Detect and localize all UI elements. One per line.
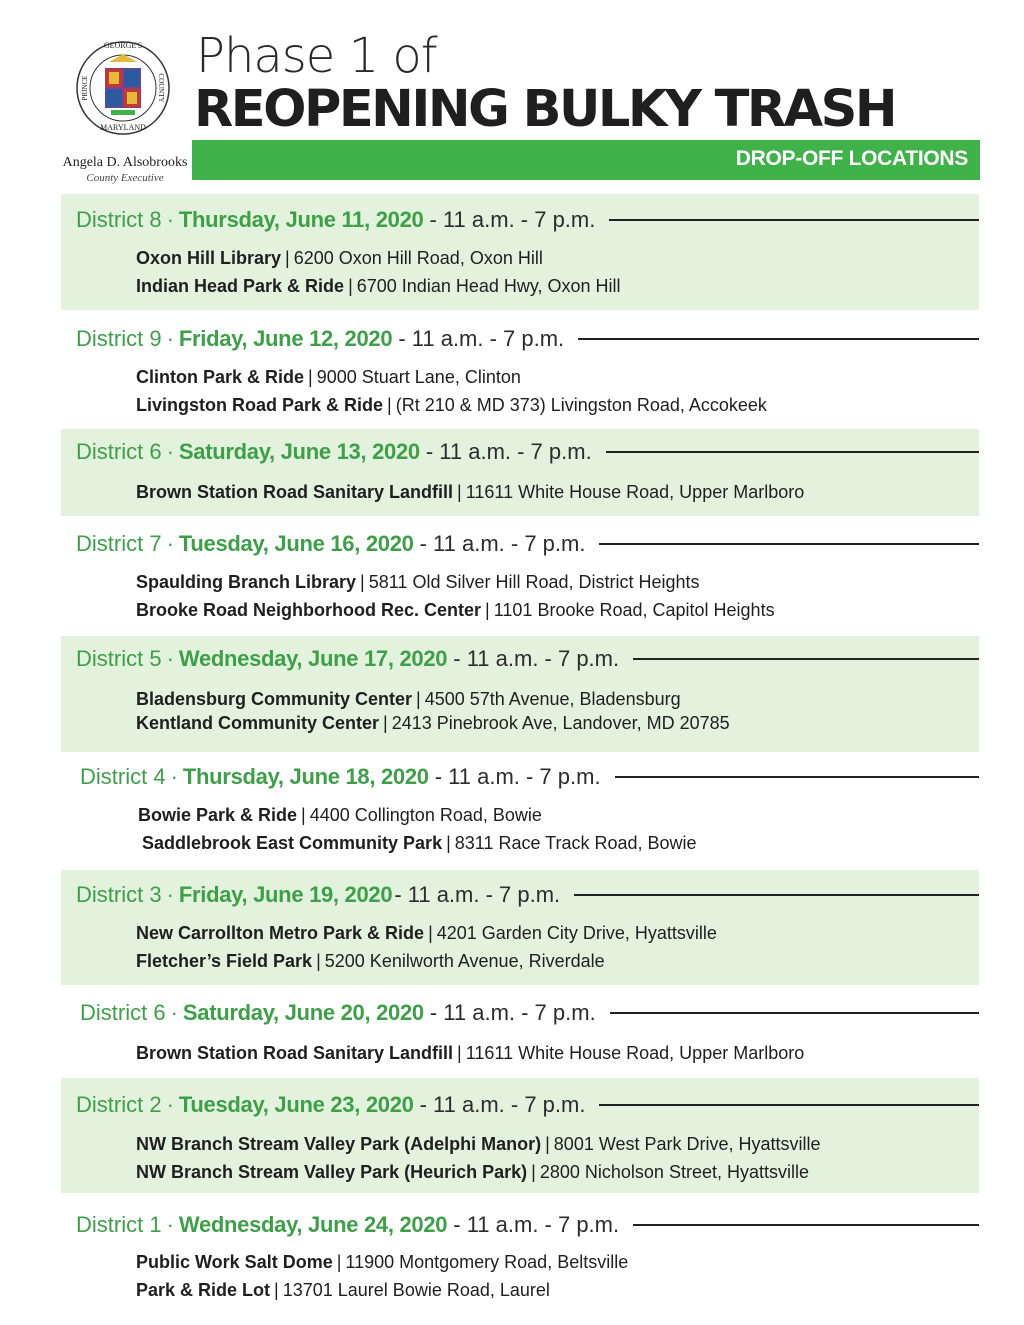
district-block xyxy=(61,1078,979,1193)
location-line: Brown Station Road Sanitary Landfill | 11611 White House Road, Upper Marlboro xyxy=(136,482,805,502)
district-time: - 11 a.m. - 7 p.m. xyxy=(434,764,601,789)
location-address: 6700 Indian Head Hwy, Oxon Hill xyxy=(356,276,621,296)
district-date: Wednesday, June 24, 2020 xyxy=(178,1212,448,1237)
district-time: - 11 a.m. - 7 p.m. xyxy=(398,326,565,351)
location-line: Livingston Road Park & Ride | (Rt 210 & MD 373) Livingston Road, Accokeek xyxy=(136,395,767,415)
executive-title: County Executive xyxy=(86,172,164,184)
location-line: New Carrollton Metro Park & Ride | 4201 Garden City Drive, Hyattsville xyxy=(136,923,717,943)
district-block xyxy=(61,429,979,516)
location-name: NW Branch Stream Valley Park (Heurich Park) xyxy=(136,1162,528,1182)
district-header: District 8 · Thursday, June 11, 2020 - 11 a.m. - 7 p.m. xyxy=(76,204,979,236)
location-name: New Carrollton Metro Park & Ride xyxy=(136,923,425,943)
district-time: - 11 a.m. - 7 p.m. xyxy=(419,1092,586,1117)
location-line: Indian Head Park & Ride | 6700 Indian Head Hwy, Oxon Hill xyxy=(136,276,621,296)
executive-name: Angela D. Alsobrooks xyxy=(62,155,188,170)
location-name: Brown Station Road Sanitary Landfill xyxy=(136,1043,454,1063)
district-time: - 11 a.m. - 7 p.m. xyxy=(394,882,561,907)
location-name: Bladensburg Community Center xyxy=(136,689,413,709)
district-block xyxy=(61,870,979,985)
district-label: District 6 xyxy=(80,1000,166,1025)
district-date: Friday, June 19, 2020 xyxy=(178,882,393,907)
district-block xyxy=(61,194,979,310)
county-seal-logo xyxy=(75,28,171,158)
district-header: District 7 · Tuesday, June 16, 2020 - 11 a.m. - 7 p.m. xyxy=(76,528,979,560)
location-line: NW Branch Stream Valley Park (Adelphi Manor) | 8001 West Park Drive, Hyattsville xyxy=(136,1134,821,1154)
divider-rule xyxy=(606,451,979,453)
location-line: NW Branch Stream Valley Park (Heurich Park) | 2800 Nicholson Street, Hyattsville xyxy=(136,1162,809,1182)
location-name: Fletcher’s Field Park xyxy=(136,951,313,971)
location-address: 8311 Race Track Road, Bowie xyxy=(454,833,697,853)
location-line: Park & Ride Lot | 13701 Laurel Bowie Road, Laurel xyxy=(136,1280,550,1300)
district-time: - 11 a.m. - 7 p.m. xyxy=(453,646,620,671)
location-line: Brown Station Road Sanitary Landfill | 11611 White House Road, Upper Marlboro xyxy=(136,1043,805,1063)
divider-rule xyxy=(609,219,979,221)
location-address: 2413 Pinebrook Ave, Landover, MD 20785 xyxy=(391,713,730,733)
location-address: 5811 Old Silver Hill Road, District Heights xyxy=(368,572,700,592)
district-label: District 3 xyxy=(76,882,162,907)
location-address: 11611 White House Road, Upper Marlboro xyxy=(465,482,805,502)
district-label: District 2 xyxy=(76,1092,162,1117)
district-time: - 11 a.m. - 7 p.m. xyxy=(429,1000,596,1025)
district-time: - 11 a.m. - 7 p.m. xyxy=(425,439,592,464)
district-header: District 6 · Saturday, June 13, 2020 - 11 a.m. - 7 p.m. xyxy=(76,436,979,468)
divider-rule xyxy=(615,776,979,778)
location-line: Brooke Road Neighborhood Rec. Center | 1101 Brooke Road, Capitol Heights xyxy=(136,600,775,620)
divider-rule xyxy=(633,658,979,660)
district-date: Saturday, June 20, 2020 xyxy=(182,1000,424,1025)
location-line: Clinton Park & Ride | 9000 Stuart Lane, Clinton xyxy=(136,367,521,387)
seal-text-top: GEORGE'S xyxy=(103,41,143,50)
district-header: District 1 · Wednesday, June 24, 2020 - 11 a.m. - 7 p.m. xyxy=(76,1209,979,1241)
location-address: 4500 57th Avenue, Bladensburg xyxy=(424,689,681,709)
location-name: Clinton Park & Ride xyxy=(136,367,305,387)
district-header: District 2 · Tuesday, June 23, 2020 - 11 a.m. - 7 p.m. xyxy=(76,1089,979,1121)
location-line: Bowie Park & Ride | 4400 Collington Road, Bowie xyxy=(138,805,542,825)
divider-rule xyxy=(574,894,979,896)
divider-rule xyxy=(599,543,979,545)
location-line: Saddlebrook East Community Park | 8311 Race Track Road, Bowie xyxy=(142,833,697,853)
location-address: 2800 Nicholson Street, Hyattsville xyxy=(539,1162,809,1182)
district-label: District 6 xyxy=(76,439,162,464)
district-block xyxy=(61,755,979,867)
header xyxy=(0,0,1024,190)
location-address: 1101 Brooke Road, Capitol Heights xyxy=(493,600,775,620)
district-label: District 9 xyxy=(76,326,162,351)
location-name: NW Branch Stream Valley Park (Adelphi Manor) xyxy=(136,1134,542,1154)
district-date: Thursday, June 18, 2020 xyxy=(182,764,429,789)
location-name: Indian Head Park & Ride xyxy=(136,276,345,296)
district-date: Friday, June 12, 2020 xyxy=(178,326,393,351)
location-line: Spaulding Branch Library | 5811 Old Silver Hill Road, District Heights xyxy=(136,572,700,592)
location-address: 9000 Stuart Lane, Clinton xyxy=(316,367,521,387)
location-address: 11611 White House Road, Upper Marlboro xyxy=(465,1043,805,1063)
location-name: Kentland Community Center xyxy=(136,713,380,733)
divider-rule xyxy=(633,1224,979,1226)
district-date: Thursday, June 11, 2020 xyxy=(178,207,424,232)
district-label: District 5 xyxy=(76,646,162,671)
district-date: Tuesday, June 23, 2020 xyxy=(178,1092,414,1117)
district-header: District 3 · Friday, June 19, 2020 - 11 a.m. - 7 p.m. xyxy=(76,879,979,911)
location-address: (Rt 210 & MD 373) Livingston Road, Accokeek xyxy=(395,395,767,415)
location-address: 5200 Kenilworth Avenue, Riverdale xyxy=(324,951,605,971)
location-name: Bowie Park & Ride xyxy=(138,805,298,825)
location-address: 11900 Montgomery Road, Beltsville xyxy=(345,1252,629,1272)
district-time: - 11 a.m. - 7 p.m. xyxy=(419,531,586,556)
location-line: Kentland Community Center | 2413 Pinebrook Ave, Landover, MD 20785 xyxy=(136,713,730,733)
location-name: Spaulding Branch Library xyxy=(136,572,357,592)
district-date: Tuesday, June 16, 2020 xyxy=(178,531,414,556)
location-line: Fletcher’s Field Park | 5200 Kenilworth Avenue, Riverdale xyxy=(136,951,605,971)
location-name: Oxon Hill Library xyxy=(136,248,282,268)
location-address: 6200 Oxon Hill Road, Oxon Hill xyxy=(293,248,543,268)
location-address: 8001 West Park Drive, Hyattsville xyxy=(553,1134,821,1154)
district-header: District 4 · Thursday, June 18, 2020 - 11 a.m. - 7 p.m. xyxy=(80,761,979,793)
divider-rule xyxy=(578,338,979,340)
seal-text-bottom: MARYLAND xyxy=(100,123,146,132)
location-line: Bladensburg Community Center | 4500 57th Avenue, Bladensburg xyxy=(136,689,681,709)
district-block xyxy=(61,313,979,426)
district-block xyxy=(61,636,979,752)
district-label: District 7 xyxy=(76,531,162,556)
location-name: Livingston Road Park & Ride xyxy=(136,395,384,415)
district-label: District 4 xyxy=(80,764,166,789)
seal-text-left: PRINCE xyxy=(81,75,89,101)
location-name: Park & Ride Lot xyxy=(136,1280,271,1300)
district-header: District 5 · Wednesday, June 17, 2020 - 11 a.m. - 7 p.m. xyxy=(76,643,979,675)
banner-text: DROP-OFF LOCATIONS xyxy=(735,147,968,170)
title-line-1: Phase 1 of xyxy=(196,28,437,84)
title-line-2: REOPENING BULKY TRASH xyxy=(194,80,896,139)
district-block xyxy=(61,1196,979,1316)
district-time: - 11 a.m. - 7 p.m. xyxy=(453,1212,620,1237)
district-header: District 9 · Friday, June 12, 2020 - 11 a.m. - 7 p.m. xyxy=(76,323,979,355)
district-time: - 11 a.m. - 7 p.m. xyxy=(429,207,596,232)
divider-rule xyxy=(599,1104,979,1106)
district-label: District 1 xyxy=(76,1212,162,1237)
location-address: 4400 Collington Road, Bowie xyxy=(309,805,542,825)
location-name: Brooke Road Neighborhood Rec. Center xyxy=(136,600,482,620)
district-block xyxy=(61,520,979,633)
location-address: 13701 Laurel Bowie Road, Laurel xyxy=(282,1280,550,1300)
district-date: Saturday, June 13, 2020 xyxy=(178,439,420,464)
banner xyxy=(192,140,980,180)
district-label: District 8 xyxy=(76,207,162,232)
location-name: Public Work Salt Dome xyxy=(136,1252,333,1272)
seal-text-right: COUNTY xyxy=(157,73,165,103)
divider-rule xyxy=(610,1012,979,1014)
location-line: Oxon Hill Library | 6200 Oxon Hill Road, Oxon Hill xyxy=(136,248,543,268)
district-date: Wednesday, June 17, 2020 xyxy=(178,646,448,671)
district-block xyxy=(61,988,979,1075)
location-name: Brown Station Road Sanitary Landfill xyxy=(136,482,454,502)
district-header: District 6 · Saturday, June 20, 2020 - 11 a.m. - 7 p.m. xyxy=(80,997,979,1029)
location-address: 4201 Garden City Drive, Hyattsville xyxy=(436,923,717,943)
location-line: Public Work Salt Dome | 11900 Montgomery Road, Beltsville xyxy=(136,1252,629,1272)
location-name: Saddlebrook East Community Park xyxy=(142,833,443,853)
